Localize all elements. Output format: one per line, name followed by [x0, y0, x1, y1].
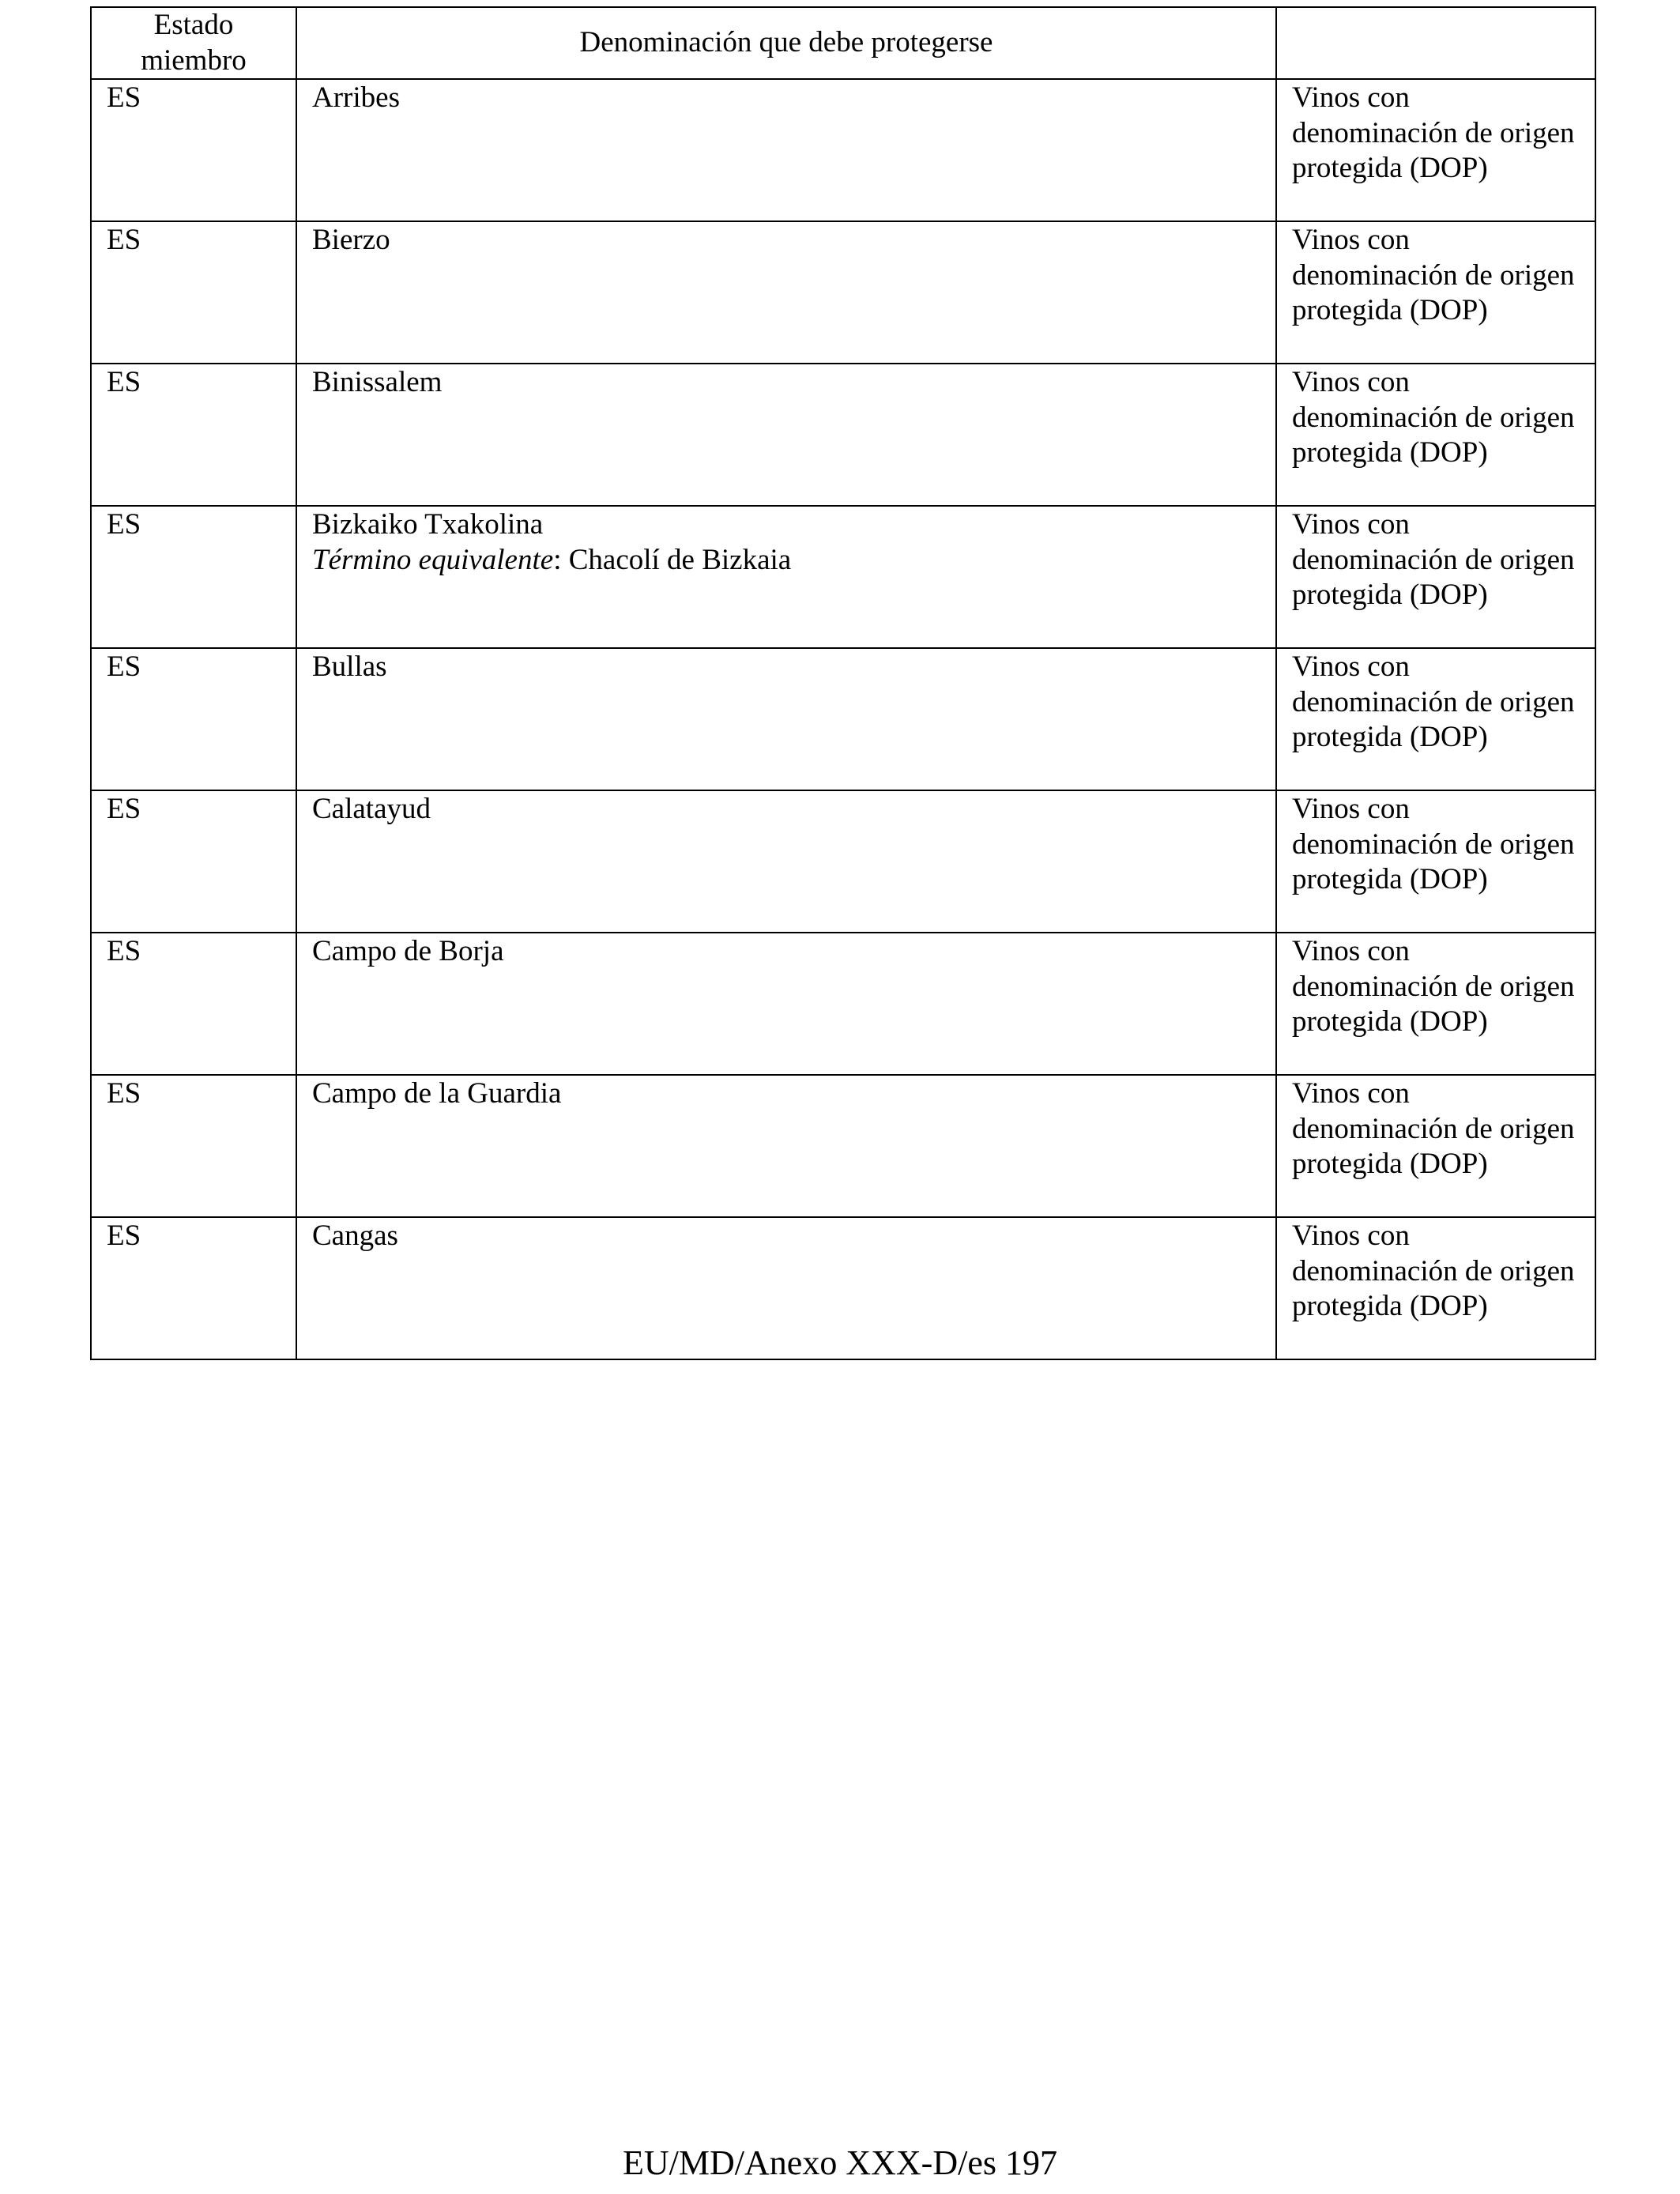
table-row [91, 79, 1595, 221]
denomination-name: Bullas [312, 650, 387, 683]
type-cell: Vinos con denominación de origen protegida (DOP) [1276, 648, 1595, 790]
member-state-cell: ES [91, 933, 296, 1075]
denomination-name: Bierzo [312, 224, 390, 256]
type-cell: Vinos con denominación de origen protegida (DOP) [1276, 506, 1595, 648]
equivalent-term [312, 543, 1260, 579]
denomination-name: Cangas [312, 1220, 398, 1252]
denomination-name: Calatayud [312, 793, 431, 825]
header-denomination: Denominación que debe protegerse [296, 7, 1276, 79]
type-cell: Vinos con denominación de origen protegida (DOP) [1276, 221, 1595, 364]
member-state-cell: ES [91, 1075, 296, 1217]
denomination-name: Bizkaiko Txakolina [312, 508, 544, 541]
denomination-cell [296, 79, 1276, 221]
equivalent-term-label: Término equivalente [312, 543, 554, 576]
type-cell: Vinos con denominación de origen protegida (DOP) [1276, 364, 1595, 506]
table-row [91, 364, 1595, 506]
member-state-cell: ES [91, 506, 296, 648]
denomination-cell [296, 790, 1276, 933]
denomination-cell [296, 1075, 1276, 1217]
equivalent-term-value: : Chacolí de Bizkaia [553, 543, 792, 576]
denomination-cell [296, 364, 1276, 506]
member-state-cell: ES [91, 648, 296, 790]
type-cell: Vinos con denominación de origen protegida (DOP) [1276, 1075, 1595, 1217]
page-footer: EU/MD/Anexo XXX-D/es 197 [623, 2143, 1057, 2182]
denomination-cell [296, 648, 1276, 790]
table-row [91, 933, 1595, 1075]
table-row [91, 221, 1595, 364]
table-row [91, 648, 1595, 790]
table-header-row [91, 7, 1595, 79]
denomination-cell [296, 221, 1276, 364]
denomination-name: Binissalem [312, 366, 443, 398]
member-state-cell: ES [91, 1217, 296, 1359]
denomination-name: Arribes [312, 81, 400, 114]
header-member-state: Estado miembro [91, 7, 296, 79]
table-row [91, 506, 1595, 648]
denomination-cell [296, 1217, 1276, 1359]
table-row [91, 790, 1595, 933]
denomination-name: Campo de la Guardia [312, 1077, 562, 1110]
denomination-cell [296, 506, 1276, 648]
type-cell: Vinos con denominación de origen protegida (DOP) [1276, 79, 1595, 221]
member-state-cell: ES [91, 364, 296, 506]
type-cell: Vinos con denominación de origen protegida (DOP) [1276, 933, 1595, 1075]
type-cell: Vinos con denominación de origen protegida (DOP) [1276, 1217, 1595, 1359]
table-row [91, 1217, 1595, 1359]
table-row [91, 1075, 1595, 1217]
denomination-cell [296, 933, 1276, 1075]
type-cell: Vinos con denominación de origen protegida (DOP) [1276, 790, 1595, 933]
member-state-cell: ES [91, 790, 296, 933]
member-state-cell: ES [91, 79, 296, 221]
header-type [1276, 7, 1595, 79]
member-state-cell: ES [91, 221, 296, 364]
denomination-name: Campo de Borja [312, 935, 504, 967]
denominations-table [90, 6, 1596, 1360]
